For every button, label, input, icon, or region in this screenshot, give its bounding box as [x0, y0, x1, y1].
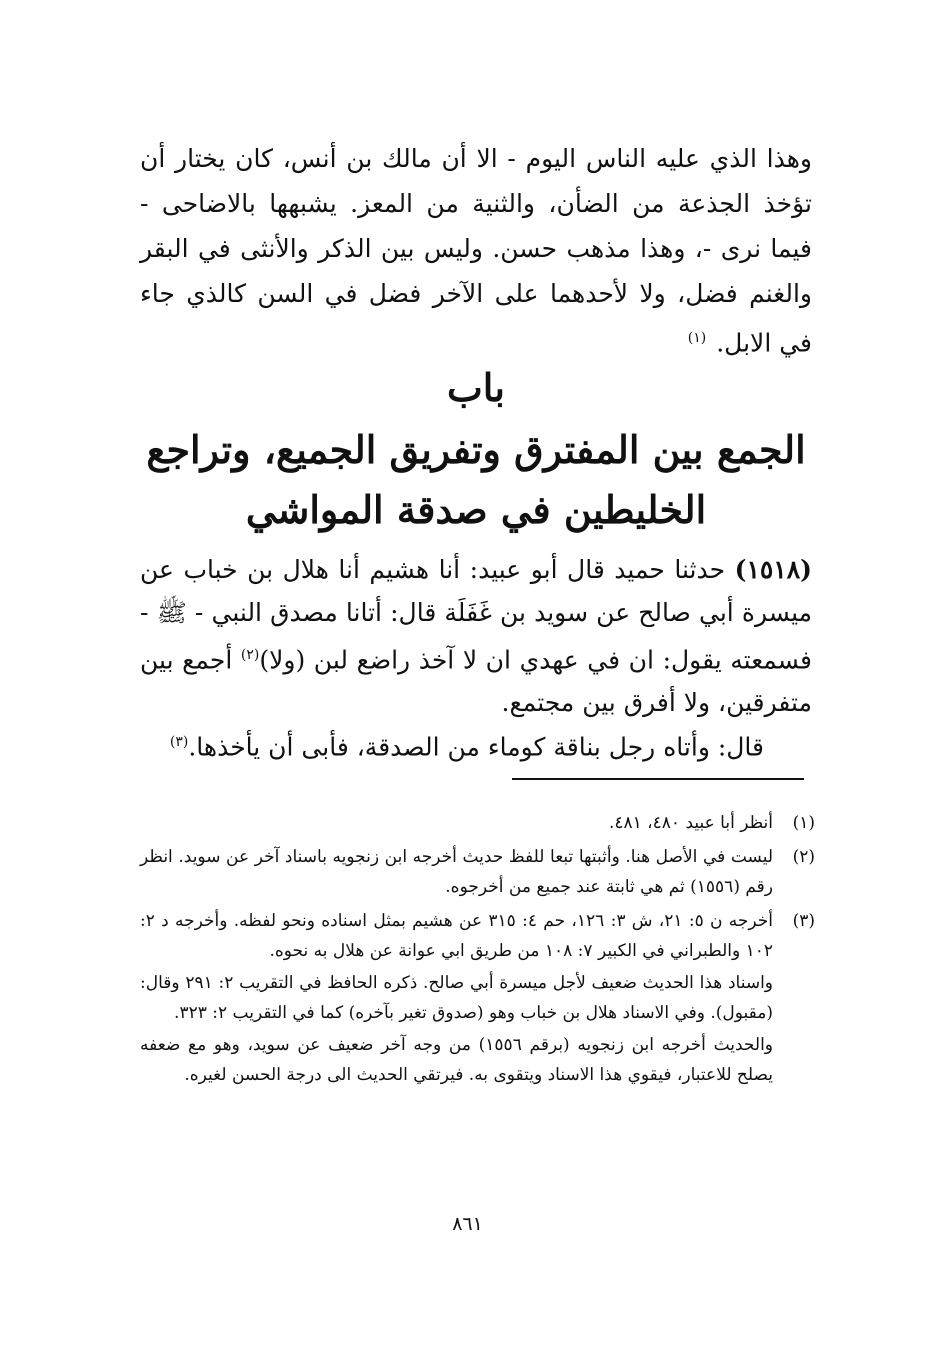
page-number: ٨٦١	[452, 1213, 483, 1235]
footnote-ref-2: (٢)	[240, 647, 260, 663]
footnotes	[140, 808, 815, 1094]
hadith-continuation-text: قال: وأتاه رجل بناقة كوماء من الصدقة، فأبى أن يأخذها.	[188, 732, 764, 762]
footnote-text: واسناد هذا الحديث ضعيف لأجل ميسرة أبي صالح. ذكره الحافظ في التقريب ٢: ٢٩١ وقال: (مقبول). وفي الاسناد هلال بن خباب وهو (صدوق تغير بآخره) كما في التقريب ٢: ٣٢٣.	[140, 973, 774, 1023]
footnote-text: أخرجه ن ٥: ٢١، ش ٣: ١٢٦، حم ٤: ٣١٥ عن هشيم بمثل اسناده ونحو لفظه. وأخرجه د ٢: ١٠٢ والطبراني في الكبير ٧: ١٠٨ من طريق ابي عوانة عن هلال به نحوه.	[140, 911, 774, 961]
footnote-text: ليست في الأصل هنا. وأثبتها تبعا للفظ حديث أخرجه ابن زنجويه باسناد آخر عن سويد. انظر رقم (١٥٥٦) ثم هي ثابتة عند جميع من أخرجوه.	[140, 847, 773, 897]
hadith-text-part2: أجمع بين متفرقين، ولا أفرق بين مجتمع.	[140, 645, 812, 718]
footnote-text: والحديث أخرجه ابن زنجويه (برقم ١٥٥٦) من وجه آخر ضعيف عن سويد، وهو مع ضعفه يصلح للاعتبار، فيقوي هذا الاسناد ويتقوى به. فيرتقي الحديث الى درجة الحسن لغيره.	[140, 1035, 773, 1085]
footnote-3	[140, 906, 815, 1092]
footnote-number: (٣)	[792, 911, 815, 931]
hadith-number: (١٥١٨)	[734, 555, 812, 584]
footnote-text: أنظر أبا عبيد ٤٨٠، ٤٨١.	[608, 813, 773, 833]
intro-paragraph-text: وهذا الذي عليه الناس اليوم - الا أن مالك بن أنس، كان يختار أن تؤخذ الجذعة من الضأن، والثنية من المعز. يشبهها بالاضاحى - فيما نرى -، وهذا مذهب حسن. وليس بين الذكر والأنثى في البقر والغنم فضل، ولا لأحدهما على الآخر فضل في السن كالذي جاء في الابل.	[140, 144, 812, 358]
hadith-paragraph	[140, 548, 812, 724]
chapter-label: باب	[447, 365, 505, 410]
hadith-text-part1: حدثنا حميد قال أبو عبيد: أنا هشيم أنا هلال بن خباب عن ميسرة أبي صالح عن سويد بن غَفَلَة قال: أتانا مصدق النبي - ﷺ - فسمعته يقول: ان في عهدي ان لا آخذ راضع لبن (ولا)	[140, 555, 812, 675]
footnote-ref-1: (١)	[687, 330, 707, 346]
intro-paragraph	[140, 136, 812, 365]
footnote-2	[140, 842, 815, 904]
footnote-ref-3: (٣)	[169, 734, 189, 750]
footnote-number: (٢)	[792, 847, 815, 867]
footnote-number: (١)	[792, 813, 815, 833]
chapter-title: الجمع بين المفترق وتفريق الجميع، وتراجع الخليطين في صدقة المواشي	[146, 427, 806, 532]
footnote-separator	[512, 778, 804, 780]
hadith-continuation	[140, 722, 812, 767]
footnote-1	[140, 808, 815, 840]
